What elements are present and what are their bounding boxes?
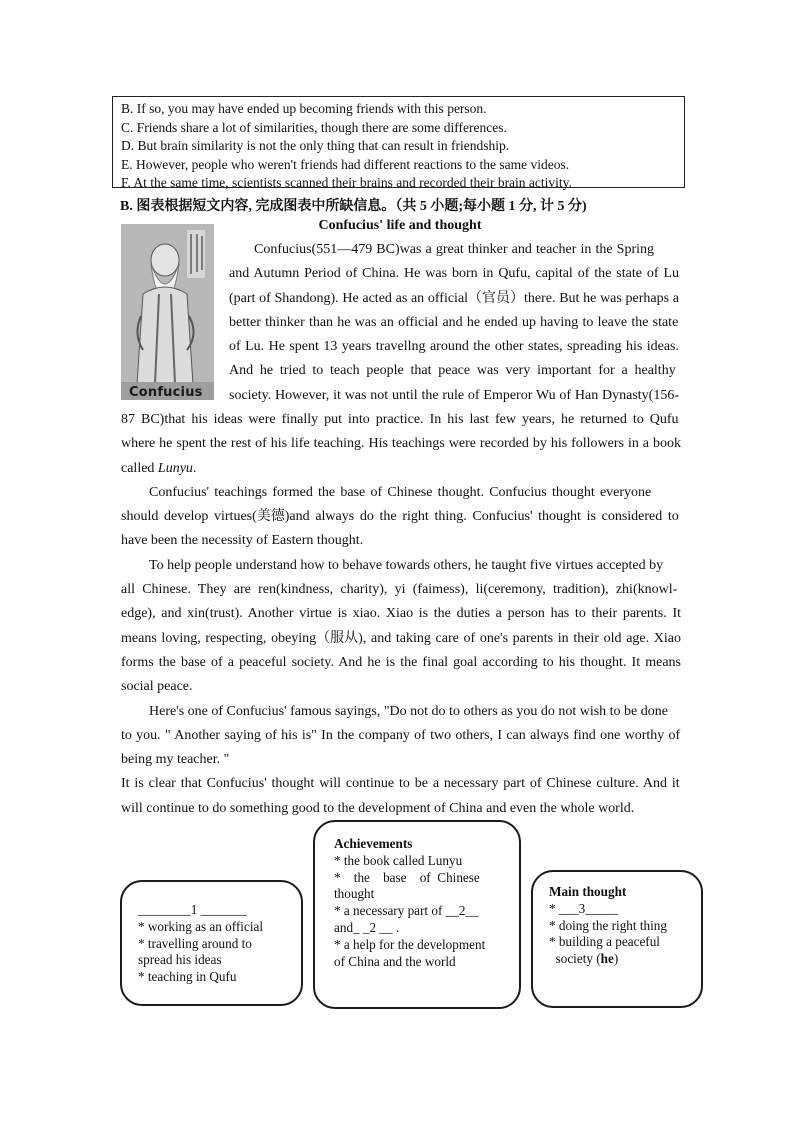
para3-line: forms the base of a peaceful society. And he is the final goal according to his thought. It means xyxy=(121,654,681,670)
para3-line: edge), and xin(trust). Another virtue is xiao. Xiao is the duties a person has to their parents. It xyxy=(121,606,681,622)
paragraph-1-wrapped xyxy=(229,238,679,408)
para3-line: means loving, respecting, obeying（服从), and taking care of one's parents in their old age. Xiao xyxy=(121,630,681,646)
para1-line: and Autumn Period of China. He was born in Qufu, capital of the state of Lu xyxy=(229,266,679,282)
blank-1: ________1 _______ xyxy=(138,902,247,917)
para2-line: Confucius' teachings formed the base of Chinese thought. Confucius thought everyone xyxy=(149,484,652,500)
achievement-item: and_ _2 __ . xyxy=(334,919,400,935)
option-d: D. But brain similarity is not the only thing that can result in friendship. xyxy=(121,138,510,154)
para5-line: It is clear that Confucius' thought will continue to be a necessary part of Chinese culture. And it xyxy=(121,776,680,792)
para1-line: better thinker than he was an official and he ended up having to leave the state xyxy=(229,314,679,330)
achievement-item: * the book called Lunyu xyxy=(334,852,463,868)
achievement-item: of China and the world xyxy=(334,953,456,969)
para3-line: To help people understand how to behave towards others, he taught five virtues accepted by xyxy=(149,557,664,573)
life-item: * teaching in Qufu xyxy=(138,969,237,985)
life-item: * working as an official xyxy=(138,918,264,934)
thought-close: ) xyxy=(613,951,619,967)
option-f: F. At the same time, scientists scanned their brains and recorded their brain activity. xyxy=(121,175,572,191)
life-item: spread his ideas xyxy=(138,952,222,968)
main-thought-heading: Main thought xyxy=(549,884,627,899)
achievement-item: * the base of Chinese xyxy=(334,869,480,885)
para1-line: of Lu. He spent 13 years travellng around the other states, spreading his ideas. xyxy=(229,339,679,355)
achievement-item: thought xyxy=(334,886,375,902)
para2-line: should develop virtues(美德)and always do the right thing. Confucius' thought is considered to xyxy=(121,509,679,525)
achievements-box xyxy=(313,820,521,1009)
para1-line: 87 BC)that his ideas were finally put into practice. In his last few years, he returned to Qufu xyxy=(121,412,679,427)
thought-text: society ( xyxy=(549,951,601,967)
options-box xyxy=(112,96,685,191)
para4-line: to you. " Another saying of his is" In the company of two others, I can always find one worthy of xyxy=(121,727,681,743)
para3-line: all Chinese. They are ren(kindness, charity), yi (faimess), li(ceremony, tradition), zhi(knowl- xyxy=(121,582,678,598)
achievement-item: * a help for the development xyxy=(334,936,486,952)
para4-line: being my teacher. " xyxy=(121,752,230,768)
thought-item: * doing the right thing xyxy=(549,917,667,933)
option-e: E. However, people who weren't friends had different reactions to the same videos. xyxy=(121,156,570,172)
main-thought-box xyxy=(531,870,703,1008)
para1-line: (part of Shandong). He acted as an official（官员）there. But he was perhaps a xyxy=(229,290,679,306)
option-b: B. If so, you may have ended up becoming friends with this person. xyxy=(121,101,487,116)
para1-last-line xyxy=(121,457,681,481)
thought-bold-word: he xyxy=(600,951,614,967)
life-item: * travelling around to xyxy=(138,935,252,951)
para5-line: will continue to do something good to the development of China and even the whole world. xyxy=(121,800,635,816)
para1-dot: . xyxy=(192,460,197,476)
para1-line: And he tried to teach people that peace was very important for a healthy xyxy=(229,363,676,379)
option-c: C. Friends share a lot of similarities, though there are some differences. xyxy=(121,119,507,135)
thought-item: * building a peaceful xyxy=(549,934,660,950)
para1-line: where he spent the rest of his life teaching. His teachings were recorded by his followers in a book xyxy=(121,436,681,452)
para2-line: have been the necessity of Eastern thought. xyxy=(121,533,364,549)
thought-item-last xyxy=(549,951,701,968)
passage-body xyxy=(121,408,681,821)
section-b-instruction: B. 图表根据短文内容, 完成图表中所缺信息。（共 5 小题;每小题 1 分, 计 5 分) xyxy=(120,199,587,214)
portrait-caption: Confucius xyxy=(129,385,203,400)
para1-line: society. However, it was not until the rule of Emperor Wu of Han Dynasty(156- xyxy=(229,387,679,403)
confucius-portrait xyxy=(121,224,214,400)
para1-line: Confucius(551—479 BC)was a great thinker and teacher in the Spring xyxy=(254,242,654,257)
passage-title: Confucius' life and thought xyxy=(318,218,482,233)
book-title: Lunyu xyxy=(157,460,193,476)
achievements-heading: Achievements xyxy=(334,836,413,851)
portrait-drawing xyxy=(121,224,214,400)
life-box xyxy=(120,880,303,1006)
para4-line: Here's one of Confucius' famous sayings, "Do not do to others as you do not wish to be done xyxy=(149,703,668,719)
thought-item: * ___3_____ xyxy=(549,900,619,916)
achievement-item: * a necessary part of __2__ xyxy=(334,903,479,919)
para3-line: social peace. xyxy=(121,679,193,695)
para1-end-text: called xyxy=(121,460,158,476)
